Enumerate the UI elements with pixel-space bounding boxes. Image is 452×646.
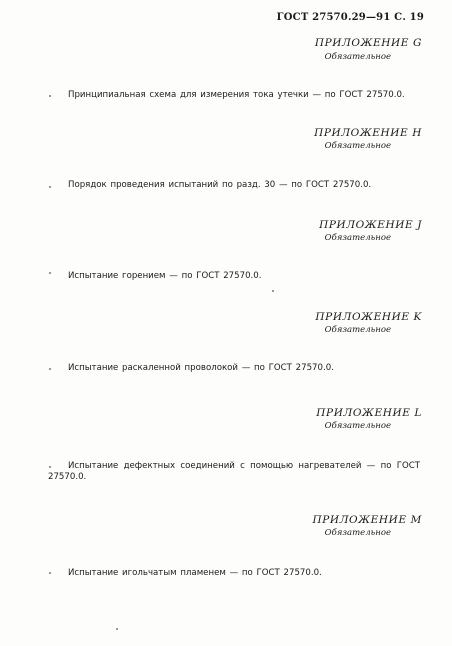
appendix-title: ПРИЛОЖЕНИЕ G — [314, 37, 422, 49]
appendix-subtitle: Обязательное — [324, 141, 391, 151]
appendix-text: Испытание игольчатым пламенем — по ГОСТ 27570.0. — [68, 568, 322, 578]
appendix-text: Порядок проведения испытаний по разд. 30 — по ГОСТ 27570.0. — [68, 180, 372, 190]
scan-speck — [49, 572, 51, 574]
scan-speck — [49, 466, 51, 468]
appendix-subtitle: Обязательное — [324, 421, 391, 431]
appendix-text: Испытание дефектных соединений с помощью нагревателей — по ГОСТ 27570.0. — [48, 461, 420, 482]
scan-speck — [272, 290, 274, 292]
scan-speck — [49, 186, 51, 188]
appendix-subtitle: Обязательное — [324, 528, 391, 538]
appendix-text: Испытание раскаленной проволокой — по ГОСТ 27570.0. — [68, 363, 334, 373]
appendix-subtitle: Обязательное — [324, 52, 391, 62]
page-header: ГОСТ 27570.29—91 С. 19 — [276, 12, 424, 23]
appendix-subtitle: Обязательное — [324, 233, 391, 243]
scan-speck — [49, 272, 51, 274]
scan-speck — [49, 368, 51, 370]
appendix-title: ПРИЛОЖЕНИЕ L — [316, 407, 422, 419]
appendix-title: ПРИЛОЖЕНИЕ H — [314, 127, 422, 139]
appendix-text: Испытание горением — по ГОСТ 27570.0. — [68, 271, 262, 281]
appendix-text: Принципиальная схема для измерения тока утечки — по ГОСТ 27570.0. — [68, 90, 405, 100]
appendix-title: ПРИЛОЖЕНИЕ J — [319, 219, 422, 231]
scan-speck — [49, 95, 51, 97]
appendix-title: ПРИЛОЖЕНИЕ M — [312, 514, 422, 526]
appendix-subtitle: Обязательное — [324, 325, 391, 335]
scan-speck — [116, 628, 118, 630]
appendix-title: ПРИЛОЖЕНИЕ K — [315, 311, 422, 323]
